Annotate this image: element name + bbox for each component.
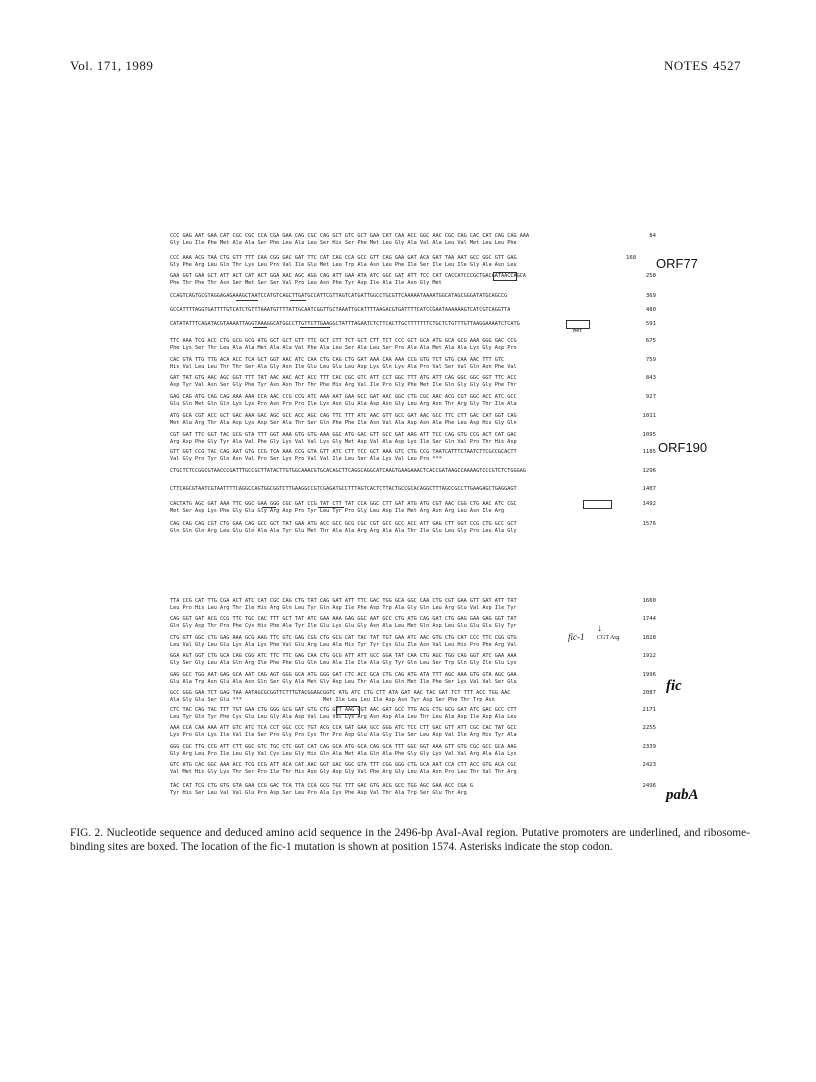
sequence-dna-line: CTGCTCTCCGGCGTAACCCGATTTGCCGCTTATACTTGTGGCAAACGTGCACAGCTTCAGGCAGGCATCAAGTGAAGAAACTCACCGATAAGCCAAAAGTCCCGTCTCTGGGAG [170,468,527,474]
sequence-aa-line: Lys Pro Gln Lys Ile Val Ile Ser Pro Gly Pro Cys Thr Pro Asp Glu Ala Gly Ile Ser Leu Asp Val Ile Arg His Tyr Ala [170,732,517,738]
label-pabA: pabA [666,787,699,803]
sequence-dna-line: CCC AAA ACG TAA CTG GTT TTT CAA CGG GAC GAT TTC CAT CAG CCA GCC GTT CAG GAA GAT ACA GAT TAA AAT GCC GGC GTT GAG [170,255,517,261]
sequence-dna-line: TTA CCG CAT TTG CGA ACT ATC CAT CGC CAG CTG TAT CAG GAT ATT TTC GAC TGG GCA GGC CAA CTG CGT GAA GTT GAT ATT TAT [170,598,517,604]
sequence-dna-line: CATATATTTCAGATACGTAAAATTAGGTAAAGGCATGGCCTTGTTCTTGAAGGCTATTTAGAATCTCTTCACTTGCTTTTTTTCTGCTCTGTTTGTTAAGGAAAATCTCATG [170,321,520,327]
sequence-aa-line: Met Ser Asp Lys Phe Gly Glu Gly Arg Asp Pro Tyr Leu Tyr Pro Gly Leu Asp Ile Met Arg Asn Arg Leu Asn Ile Arg [170,508,505,514]
sequence-dna-line: TTC AAA TCG ACC CTG GCG GCG ATG GCT GCT GTT TTC GCT CTT TCT GCT CTT TCT CCC GCT GCA ATG GCA GCG AAA GGG GAC CCG [170,338,517,344]
sequence-position-number: 1660 [642,598,656,604]
sequence-dna-line: GAG CAG ATG CAG CAG AAA AAA CCA AAC CCG CCG ATC AAA AAT GAA GCC GAT AAC GGC CTG CGC AAC ACG CGT GGC ACC ATC GCC [170,394,517,400]
sequence-aa-line: Met Ala Arg Thr Ala Asp Lys Asp Ser Ala Thr Ser Gln Phe Phe Ile Asn Val Ala Asp Asn Ala Phe Leu Asp His Gly Gln [170,420,517,426]
sequence-position-number: 1095 [642,432,656,438]
promoter-underline [262,506,276,508]
sequence-position-number: 2255 [642,725,656,731]
sequence-position-number: 2171 [642,707,656,713]
sequence-dna-line: GTC ATG CAC GGC AAA ACC TCG CCG ATT ACA CAT AAC GGT GAC GGC GTA TTT CGG GGG CTG GCA AAT CCA CTT ACC GTG ACA CGC [170,762,517,768]
sequence-aa-line: Ala Gly Glu Ser Glu *** Met Ile Leu Leu Ile Asp Asn Tyr Asp Ser Phe Thr Trp Asn [170,697,495,703]
sequence-dna-line: GAA GGT GAA GCT ATT ACT CAT ACT GGA AAC AGC AGG CAG ATT GAA ATA ATC GGC GAT ATT TCC CAT CACCATCCCGCTGACAATAACCAGCA [170,273,527,279]
promoter-underline [318,506,344,508]
sequence-dna-line: AAA CCA CAA AAA ATT GTC ATC TCA CCT GGC CCC TGT ACG CCA GAT GAA GCC GGG ATC TCC CTT GAC GTT ATT CGC CAC TAT GCC [170,725,517,731]
label-fic: fic [666,678,682,694]
sequence-position-number: 2423 [642,762,656,768]
sequence-aa-line: Asp Tyr Val Asn Ser Gly Phe Tyr Asn Asn Thr Thr Phe His Arg Val Ile Pro Gly Phe Met Ile Gln Gly Gly Gly Phe Thr [170,382,517,388]
sequence-position-number: 1744 [642,616,656,622]
sequence-position-number: 1492 [642,501,656,507]
sequence-dna-line: GAG GCC TGG AAT GAG GCA AAT CAG AGT GGG GCA ATG GGG GAT CTC ACC GCA CTG CAG ATG ATA TTT AGC AAA GTG GTA AGC GAA [170,672,517,678]
sequence-aa-line: Val Met His Gly Lys Thr Ser Pro Ile Thr His Asn Gly Asp Gly Val Phe Arg Gly Leu Ala Asn Pro Leu Thr Val Thr Arg [170,769,517,775]
sequence-position-number: 1296 [642,468,656,474]
sequence-position-number: 591 [645,321,656,327]
sequence-dna-line: CTG GTT GGC CTG GAG AAA GCG AAG TTC GTC GAG CGG CTG GCG CAT TAC TAT TGT GAA ATC AAC GTG CTG CAT CCC TTC CGG GTG [170,635,517,641]
sequence-aa-line: Gln Gln Gln Arg Leu Glu Gln Ala Ala Tyr Glu Met Thr Ala Ala Arg Arg Ala Ala Thr Ile Glu Leu Gly Pro Leu Ala Gly [170,528,517,534]
label-orf77: ORF77 [656,256,698,271]
promoter-underline [253,326,267,328]
promoter-underline [290,299,306,301]
sequence-position-number: 168 [626,255,637,261]
promoter-underline [300,326,330,328]
sequence-dna-line: CACTATG AGC GAT AAA TTC GGC GAA GGG CGC GAT CCG TAT CTT TAT CCA GGC CTT GAT ATG ATG CGT AAC CGG CTG AAC ATC CGC [170,501,517,507]
sequence-dna-line: CAG CAG CAG CGT CTG GAA CAG GCC GCT TAT GAA ATG ACC GCC GCG CGC CGT GCC GCC ACC ATT GAG CTT GGT CCG CTG GCC GCT [170,521,517,527]
sequence-dna-line: TAC CAT TCG CTG GTG GTA GAA CCG GAC TCA TTA CCA GCG TGC TTT GAC GTG ACG GCC TGG AGC GAA ACC CGA G [170,783,473,789]
sequence-position-number: 258 [645,273,656,279]
fic1-arrow: ↓ [597,623,602,634]
running-title: NOTES [664,58,709,73]
sequence-position-number: 480 [645,307,656,313]
sequence-position-number: 843 [645,375,656,381]
sequence-position-number: 1185 [642,449,656,455]
sequence-aa-line: Gly Leu Ile Phe Met Ala Ala Ser Phe Leu Ala Leu Ser His Ser Phe Met Leu Gly Ala Val Ala Leu Val Met Leu Leu Phe [170,240,517,246]
sequence-dna-line: CTC TAC CAG TAC TTT TGT GAA CTG GGG GCG GAT GTG CTG GTT AAG CGT AAC GAT GCC TTG ACG CTG GCG GAT ATC GAC GCC CTT [170,707,517,713]
sequence-dna-line: GGA AGT GGT CTG GCA CAG CGG ATC TTC TTC GAG CAA CTG GCG ATT ATT GCC GGA TAT CAA CTG AGC TGG CAG GGT ATC GAA AAA [170,653,517,659]
sequence-dna-line: GGG CGC TTG CCG ATT CTT GGC GTC TGC CTC GGT CAT CAG GCA ATG GCA CAG GCA TTT GGC GGT AAA GTT GTG CGC GCC GCA AAG [170,744,517,750]
sequence-dna-line: CAC GTA TTG TTG ACA ACC TCA GCT GGT AAC ATC CAA CTG CAG CTG GAT AAA CAA AAA CCG GTG TCT GTG CAA AAC TTT GTC [170,357,505,363]
sequence-position-number: 927 [645,394,656,400]
sequence-aa-line: Val Gly Pro Tyr Gln Asn Val Pro Ser Lys Pro Val Val Ile Leu Ser Ala Lys Val Leu Pro *** [170,456,442,462]
sequence-dna-line: CCC GAG AAT GAA CAT CGC CGC CCA CGA GAA CAG CGC CAG GCT GTC GCT GAA CAT CAA ACC GGC AAC CGC CAG CAC CAT CAG CAG AAA [170,233,530,239]
sequence-dna-line: CAG GGT GAT ACG CCG TTC TGC CAC TTT GCT TAT ATC GAA AAA GAG GGC AAT GCC CTG ATG CAG GAT CTG GAG GAA GAG GGT TAT [170,616,517,622]
sequence-position-number: 2496 [642,783,656,789]
sequence-dna-line: GAT TAT GTG AAC AGC GGT TTT TAT AAC AAC ACT ACC TTT CAC CGC GTC ATT CCT GGC TTT ATG ATT CAG GGC GGC GGT TTC ACC [170,375,517,381]
sequence-aa-line: Phe Thr Phe Thr Asn Ser Met Ser Ser Val Pro Leu Asn Phe Tyr Asp Ile Ala Ile Asn Gly Met [170,280,442,286]
sequence-aa-line: Leu Pro His Leu Arg Thr Ile His Arg Gln Leu Tyr Gln Asp Ile Phe Asp Trp Ala Gly Gln Leu Arg Glu Val Asp Ile Tyr [170,605,517,611]
sequence-dna-line: CCAGTCAGTGCGTAGGAGAGAAAGCTAATCCATGTCAGCTTGATGCCATTCGTTAGTCATGATTGGCCTGCGTTCAAAAATAAAATGGCATAGCGGGATATGCAGCCG [170,293,508,299]
sequence-aa-line: His Val Leu Leu Thr Thr Ser Ala Gly Asn Ile Glu Leu Glu Leu Asp Lys Gln Lys Ala Pro Val Ser Val Gln Asn Phe Val [170,364,517,370]
sequence-aa-line: Glu Gln Met Gln Gln Lys Lys Pro Asn Pro Pro Ile Lys Asn Glu Ala Asp Asn Gly Leu Arg Asn Thr Arg Gly Thr Ile Ala [170,401,517,407]
ribosome-binding-site-box [493,272,517,281]
sequence-position-number: 675 [645,338,656,344]
label-orf190: ORF190 [658,440,708,455]
sequence-position-number: 1576 [642,521,656,527]
sequence-dna-line: ATG GCA CGT ACC GCT GAC AAA GAC AGC GCC ACC AGC CAG TTC TTT ATC AAC GTT GCC GAT AAC GCC TTC CTT GAC CAT GGT CAG [170,413,517,419]
sequence-position-number: 2087 [642,690,656,696]
sequence-aa-line: Glu Ala Trp Asn Glu Ala Asn Gln Ser Gly Ala Met Gly Asp Leu Thr Ala Leu Gln Met Ile Phe Ser Lys Val Val Ser Glu [170,679,517,685]
sequence-dna-line: CTTCAGCGTAATCGTAATTTTCAGGCCAGTGGCGGTCTTGAAGGCCGTCGAGATGCCTTTAGTCACTCTTACTGCCGCACAGGCTTTAGCCGCCTTGAAGAGCTGAGGAGT [170,486,517,492]
sequence-position-number: 1912 [642,653,656,659]
sequence-aa-line: Leu Val Gly Leu Glu Lys Ala Lys Phe Val Glu Arg Leu Ala His Tyr Tyr Cys Glu Ile Asn Val Leu His Pro Phe Arg Val [170,642,517,648]
sequence-aa-line: Met [573,328,583,334]
sequence-aa-line: Gly Ser Gly Leu Ala Gln Arg Ile Phe Phe Glu Gln Leu Ala Ile Ile Ala Gly Tyr Gln Leu Ser Trp Gln Gly Ile Glu Lys [170,660,517,666]
sequence-aa-line: Tyr His Ser Leu Val Val Glu Pro Asp Ser Leu Pro Ala Cys Phe Asp Val Thr Ala Trp Ser Glu Thr Arg [170,790,467,796]
page-number: 4527 [713,58,741,73]
sequence-position-number: 369 [645,293,656,299]
figure-caption: FIG. 2. Nucleotide sequence and deduced amino acid sequence in the 2496-bp AvaI-AvaI region. Putative promoters are underlined, and ribosome-binding sites are boxed. The location of the fic-1 mutation is shown at position 1574. Asterisks indicate the stop codon. [70,827,750,853]
fic1-mutation-label: fic-1 [568,632,585,642]
sequence-aa-line: Gln Gly Asp Thr Pro Phe Cys His Phe Ala Tyr Ile Glu Lys Glu Gly Asn Ala Leu Met Gln Asp Leu Glu Glu Glu Gly Tyr [170,623,517,629]
sequence-position-number: 84 [649,233,656,239]
sequence-dna-line: GCCATTTTAGGTGATTTTGTCATCTGTTTAAATGTTTTATTGCAATCGGTTGCTAAATTGCATTTTAAGACGTGATTTTCATCCGAATAAAAAAGTCATCGTCAGGTTA [170,307,511,313]
ribosome-binding-site-box [336,706,360,715]
sequence-position-number: 1011 [642,413,656,419]
sequence-dna-line: GCC GGG GAA TCT GAG TAA AATAGCGCGGTTCTTTGTACGGAGCGGTC ATG ATC CTG CTT ATA GAT AAC TAC GAT TCT TTT ACC TGG AAC [170,690,511,696]
promoter-underline [236,299,258,301]
sequence-position-number: 1828 [642,635,656,641]
sequence-aa-line: Phe Lys Ser Thr Leu Ala Ala Met Ala Ala Val Phe Ala Leu Ser Ala Leu Ser Pro Ala Ala Met Ala Ala Lys Gly Asp Pro [170,345,517,351]
sequence-position-number: 759 [645,357,656,363]
sequence-position-number: 2339 [642,744,656,750]
sequence-aa-line: Gly Arg Leu Pro Ile Leu Gly Val Cys Leu Gly His Gln Ala Met Ala Gln Ala Phe Gly Gly Lys Val Val Arg Ala Ala Lys [170,751,517,757]
fic1-codon: CGT Arg [597,635,620,641]
journal-volume: Vol. 171, 1989 [70,58,154,73]
ribosome-binding-site-box [583,500,612,509]
sequence-dna-line: CGT GAT TTC GGT TAC GCG GTA TTT GGT AAA GTG GTG AAA GGC ATG GAC GTT GCC GAT AAG ATT TCC CAG GTG CCG ACT CAT GAC [170,432,517,438]
ribosome-binding-site-box [566,320,590,329]
sequence-dna-line: GTT GGT CCG TAC CAG AAT GTG CCG TCA AAA CCG GTA GTT ATC CTT TCC GCT AAA GTC CTG CCG TAATCATTTCTAATCTTCGCCGCACTT [170,449,517,455]
sequence-aa-line: Leu Tyr Gln Tyr Phe Cys Glu Leu Gly Ala Asp Val Leu Val Lys Arg Asn Asp Ala Leu Thr Leu Ala Asp Ile Asp Ala Leu [170,714,517,720]
sequence-aa-line: Gly Phe Arg Leu Gln Thr Lys Leu Pro Val Ile Glu Met Leu Trp Ala Asn Leu Phe Ile Ser Ile Leu Ile Gly Ala Asn Leu [170,262,517,268]
sequence-position-number: 1996 [642,672,656,678]
sequence-aa-line: Arg Asp Phe Gly Tyr Ala Val Phe Gly Lys Val Val Lys Gly Met Asp Val Ala Asp Lys Ile Ser Gln Val Pro Thr His Asp [170,439,517,445]
sequence-position-number: 1407 [642,486,656,492]
